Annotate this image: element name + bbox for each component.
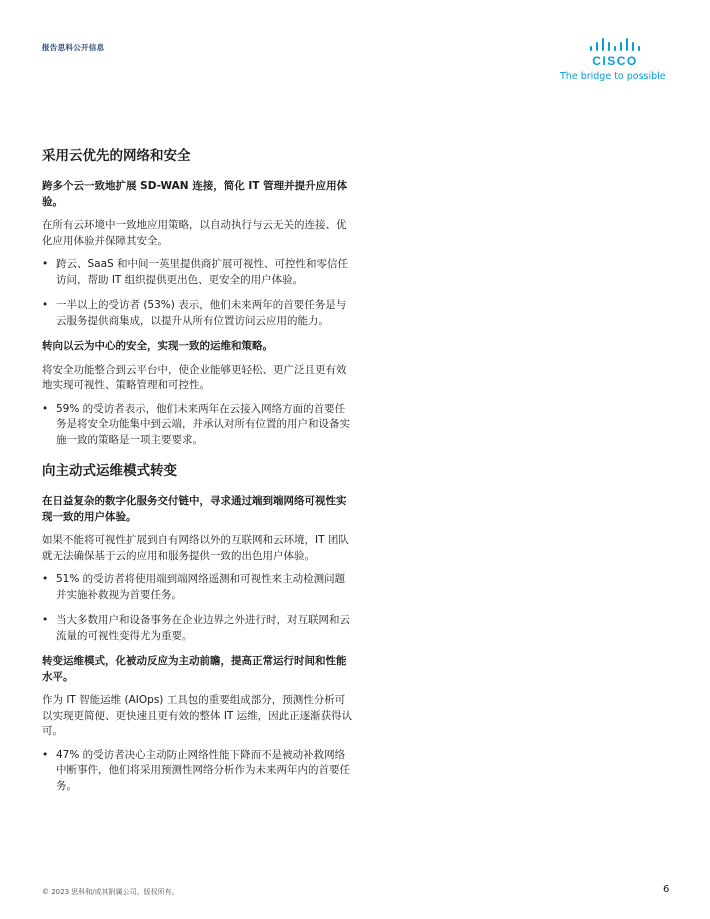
bullet-icon: • xyxy=(42,748,49,761)
list-item: • 47% 的受访者决心主动防止网络性能下降而不是被动补救网络中断事件，他们将采用预测性网络分析作为未来两年内的首要任务。 xyxy=(42,748,350,792)
cisco-wordmark: CISCO xyxy=(592,54,638,68)
bullet-icon: • xyxy=(42,402,49,415)
list-item: • 51% 的受访者将使用端到端网络遥测和可视性来主动检测问题并实施补救视为首要任务。 xyxy=(42,573,346,601)
bullet-icon: • xyxy=(42,614,49,626)
section-heading-proactive-ops: 向主动式运维模式转变 xyxy=(42,463,177,479)
bullet-list xyxy=(42,572,354,644)
bullet-icon: • xyxy=(42,258,49,270)
tagline: The bridge to possible xyxy=(560,71,666,82)
subheading: 在日益复杂的数字化服务交付链中，寻求通过端到端网络可视性实现一致的用户体验。 xyxy=(42,495,347,523)
bullet-list xyxy=(42,402,354,449)
paragraph: 作为 IT 智能运维 (AIOps) 工具包的重要组成部分，预测性分析可以实现更简便、更快速且更有效的整体 IT 运维，因此正逐渐获得认可。 xyxy=(42,694,353,737)
subheading: 转向以云为中心的安全，实现一致的运维和策略。 xyxy=(42,340,273,352)
main-content xyxy=(42,144,354,804)
paragraph: 在所有云环境中一致地应用策略，以自动执行与云无关的连接、优化应用体验并保障其安全。 xyxy=(42,219,347,247)
paragraph: 如果不能将可视性扩展到自有网络以外的互联网和云环境，IT 团队就无法确保基于云的应用和服务提供一致的出色用户体验。 xyxy=(42,534,349,562)
subheading: 跨多个云一致地扩展 SD-WAN 连接，简化 IT 管理并提升应用体验。 xyxy=(42,180,348,208)
bullet-list xyxy=(42,257,354,329)
report-classification-label: 报告思科公开信息 xyxy=(42,43,105,52)
section-heading-cloud-first: 采用云优先的网络和安全 xyxy=(42,148,191,164)
list-item: • 当大多数用户和设备事务在企业边界之外进行时，对互联网和云流量的可视性变得尤为重要。 xyxy=(42,614,350,642)
bullet-icon: • xyxy=(42,299,49,311)
page-number: 6 xyxy=(663,884,670,895)
bullet-list xyxy=(42,748,354,795)
footer-copyright: © 2023 思科和/或其附属公司。版权所有。 xyxy=(42,888,179,896)
subheading: 转变运维模式，化被动反应为主动前瞻，提高正常运行时间和性能水平。 xyxy=(42,655,347,683)
list-item: • 跨云、SaaS 和中间一英里提供商扩展可视性、可控性和零信任访问，帮助 IT 组织提供更出色、更安全的用户体验。 xyxy=(42,258,349,286)
list-item: • 59% 的受访者表示，他们未来两年在云接入网络方面的首要任务是将安全功能集中到云端，并承认对所有位置的用户和设备实施一致的策略是一项主要要求。 xyxy=(42,402,350,446)
paragraph: 将安全功能整合到云平台中，使企业能够更轻松、更广泛且更有效地实现可视性、策略管理和可控性。 xyxy=(42,363,347,391)
bullet-icon: • xyxy=(42,573,49,585)
cisco-logo xyxy=(560,38,672,82)
cisco-bars-icon xyxy=(588,38,644,68)
list-item: • 一半以上的受访者 (53%) 表示，他们未来两年的首要任务是与云服务提供商集成，以提升从所有位置访问云应用的能力。 xyxy=(42,299,347,327)
